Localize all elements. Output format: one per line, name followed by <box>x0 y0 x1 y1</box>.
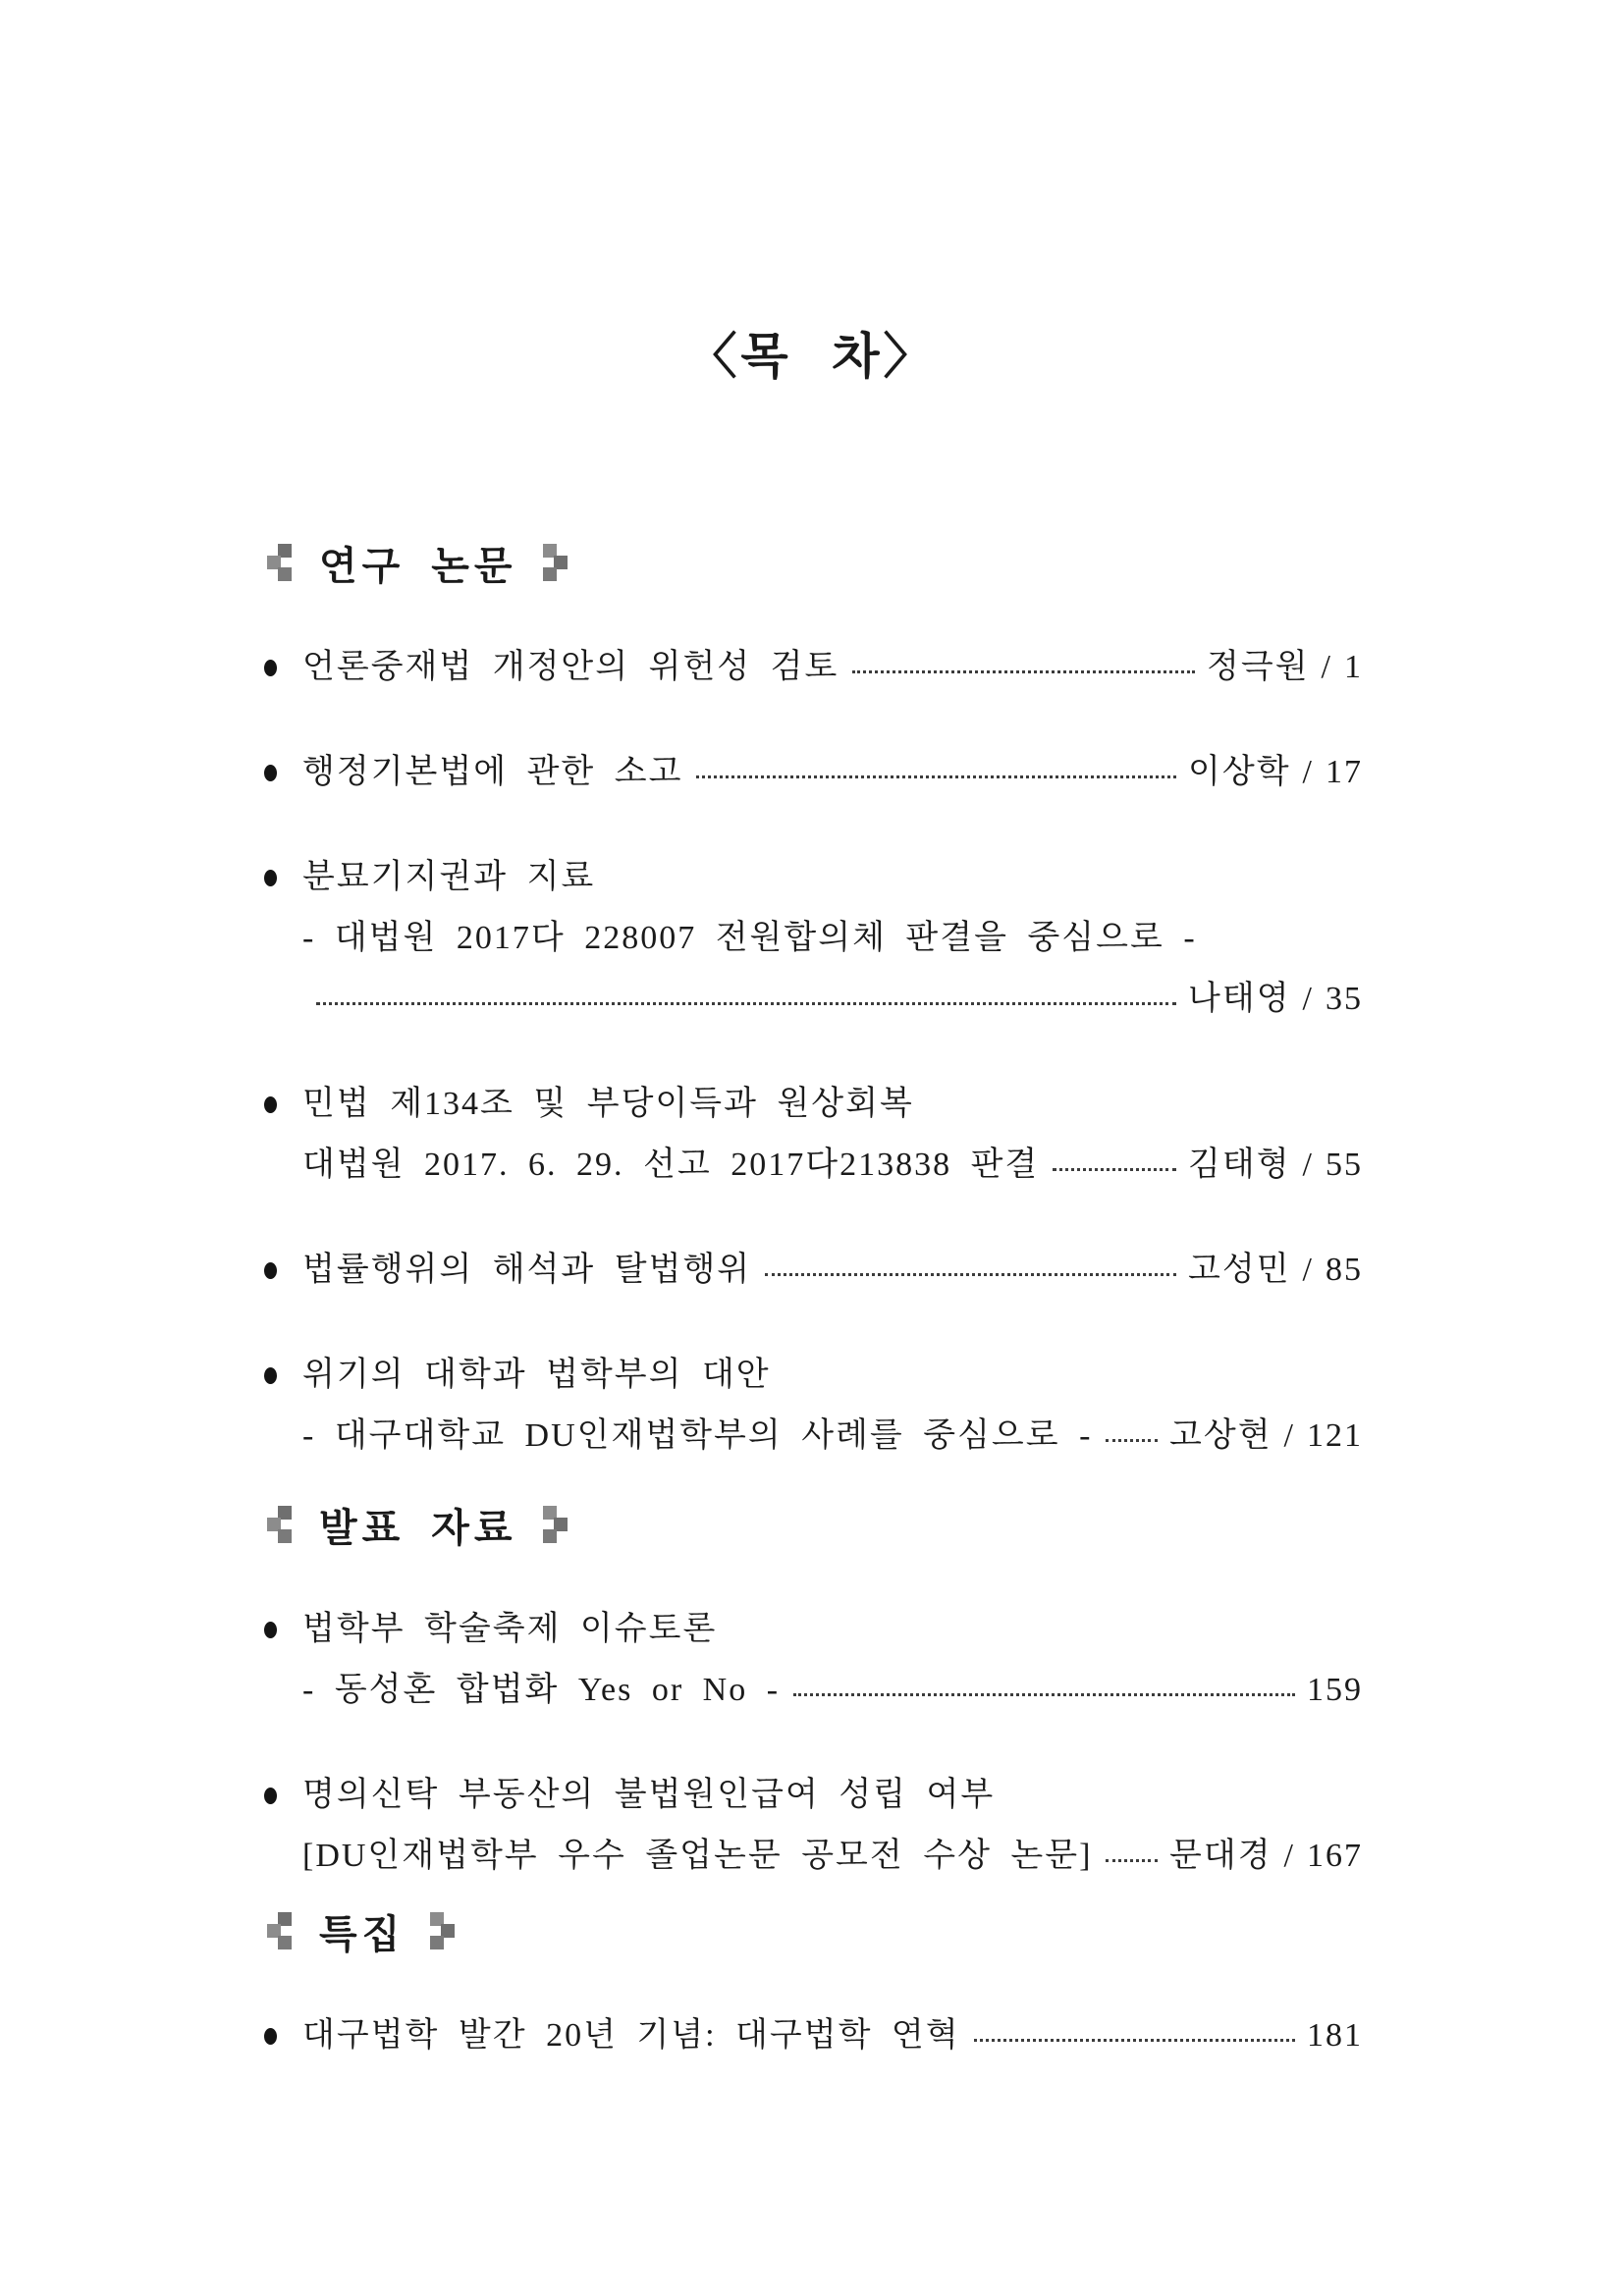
bullet-icon <box>264 1367 277 1384</box>
toc-entry <box>267 742 1363 803</box>
entry-title-text: - 동성혼 합법화 Yes or No - <box>302 1672 781 1708</box>
entry-page-number: 35 <box>1326 981 1363 1017</box>
entry-title-text: 법학부 학술축제 이슈토론 <box>302 1611 718 1647</box>
dot-leader <box>696 775 1176 778</box>
entry-author: 김태형 <box>1188 1147 1291 1183</box>
toc-section <box>267 1494 1363 1887</box>
toc-entry-line <box>302 1599 1363 1660</box>
section-marker-right-icon <box>430 1912 457 1949</box>
dot-leader <box>974 2039 1295 2042</box>
author-page-separator: / <box>1302 754 1314 790</box>
entry-title-text: 대법원 2017. 6. 29. 선고 2017다213838 판결 <box>302 1147 1040 1183</box>
section-entries <box>267 1599 1363 1887</box>
toc-entry <box>267 1074 1363 1196</box>
entry-title-text: 언론중재법 개정안의 위헌성 검토 <box>302 649 839 685</box>
entry-lines <box>302 1345 1363 1467</box>
entry-title-text: 명의신탁 부동산의 불법원인급여 성립 여부 <box>302 1777 996 1813</box>
bullet-icon <box>264 2028 277 2045</box>
toc-entry <box>267 637 1363 698</box>
entry-title-text: 민법 제134조 및 부당이득과 원상회복 <box>302 1086 914 1122</box>
entry-page-number: 181 <box>1307 2017 1363 2054</box>
author-page-separator: / <box>1302 1147 1314 1183</box>
toc-entry-line <box>302 847 1363 908</box>
toc-entry-line <box>302 1345 1363 1406</box>
entry-title-text: 대구법학 발간 20년 기념: 대구법학 연혁 <box>302 2017 960 2054</box>
section-entries <box>267 2005 1363 2066</box>
toc-entry-line <box>302 1765 1363 1826</box>
entry-title-text: - 대구대학교 DU인재법학부의 사례를 중심으로 - <box>302 1417 1093 1454</box>
entry-page-number: 121 <box>1307 1417 1363 1454</box>
dot-leader <box>852 670 1195 673</box>
section-label: 발표 자료 <box>319 1505 517 1550</box>
entry-lines <box>302 637 1363 698</box>
entry-page-number: 55 <box>1326 1147 1363 1183</box>
entry-author: 이상학 <box>1188 754 1291 790</box>
page-title: 〈목 차〉 <box>687 329 937 384</box>
bullet-icon <box>264 1788 277 1804</box>
entry-lines <box>302 742 1363 803</box>
toc-entry <box>267 1240 1363 1301</box>
bullet-icon <box>264 660 277 676</box>
entry-lines <box>302 1765 1363 1887</box>
toc-entry <box>267 2005 1363 2066</box>
toc-section <box>267 1900 1363 2066</box>
entry-author: 정극원 <box>1207 649 1310 685</box>
author-page-separator: / <box>1302 1252 1314 1288</box>
bullet-icon <box>264 1262 277 1279</box>
author-page-separator: / <box>1283 1838 1295 1874</box>
bullet-icon <box>264 765 277 781</box>
toc-section <box>267 532 1363 1467</box>
dot-leader <box>765 1273 1176 1276</box>
section-label: 특집 <box>319 1911 406 1956</box>
entry-title-text: - 대법원 2017다 228007 전원합의체 판결을 중심으로 - <box>302 920 1197 956</box>
entry-author: 문대경 <box>1169 1838 1272 1874</box>
dot-leader <box>1106 1859 1158 1862</box>
toc-content <box>0 532 1624 2066</box>
entry-author: 고성민 <box>1188 1252 1291 1288</box>
entry-lines <box>302 847 1363 1030</box>
bullet-icon <box>264 1096 277 1113</box>
toc-entry-line <box>302 908 1363 969</box>
entry-page-number: 17 <box>1326 754 1363 790</box>
dot-leader <box>316 1002 1176 1005</box>
toc-entry-line <box>302 2005 1363 2066</box>
toc-entry-line <box>302 1660 1363 1721</box>
entry-author: 나태영 <box>1188 981 1291 1017</box>
entry-page-number: 167 <box>1307 1838 1363 1874</box>
section-marker-right-icon <box>543 544 569 581</box>
dot-leader <box>1053 1168 1176 1171</box>
section-marker-left-icon <box>267 1912 294 1949</box>
toc-entry-line <box>302 1406 1363 1467</box>
entry-title-text: 행정기본법에 관한 소고 <box>302 754 683 790</box>
section-marker-left-icon <box>267 544 294 581</box>
entry-lines <box>302 1240 1363 1301</box>
entry-lines <box>302 1599 1363 1721</box>
section-label: 연구 논문 <box>319 543 517 588</box>
toc-entry-line <box>302 742 1363 803</box>
toc-entry-line <box>302 1074 1363 1135</box>
section-header <box>267 1494 1363 1555</box>
entry-title-text: 법률행위의 해석과 탈법행위 <box>302 1252 752 1288</box>
toc-entry <box>267 847 1363 1030</box>
section-marker-left-icon <box>267 1506 294 1543</box>
section-header <box>267 532 1363 593</box>
entry-title-text: [DU인재법학부 우수 졸업논문 공모전 수상 논문] <box>302 1838 1093 1874</box>
section-header <box>267 1900 1363 1961</box>
dot-leader <box>1106 1439 1158 1442</box>
section-marker-right-icon <box>543 1506 569 1543</box>
entry-page-number: 85 <box>1326 1252 1363 1288</box>
author-page-separator: / <box>1321 649 1332 685</box>
entry-title-text: 위기의 대학과 법학부의 대안 <box>302 1357 771 1393</box>
entry-author: 고상현 <box>1169 1417 1272 1454</box>
toc-entry-line <box>302 1240 1363 1301</box>
entry-lines <box>302 2005 1363 2066</box>
toc-entry-line <box>302 1135 1363 1196</box>
toc-entry <box>267 1765 1363 1887</box>
bullet-icon <box>264 870 277 886</box>
toc-entry <box>267 1599 1363 1721</box>
author-page-separator: / <box>1302 981 1314 1017</box>
section-entries <box>267 637 1363 1467</box>
toc-entry <box>267 1345 1363 1467</box>
entry-title-text: 분묘기지권과 지료 <box>302 859 596 895</box>
toc-entry-line <box>302 637 1363 698</box>
toc-entry-line <box>302 1826 1363 1887</box>
toc-entry-line <box>302 969 1363 1030</box>
bullet-icon <box>264 1622 277 1638</box>
entry-lines <box>302 1074 1363 1196</box>
author-page-separator: / <box>1283 1417 1295 1454</box>
entry-page-number: 159 <box>1307 1672 1363 1708</box>
dot-leader <box>793 1693 1295 1696</box>
entry-page-number: 1 <box>1344 649 1363 685</box>
